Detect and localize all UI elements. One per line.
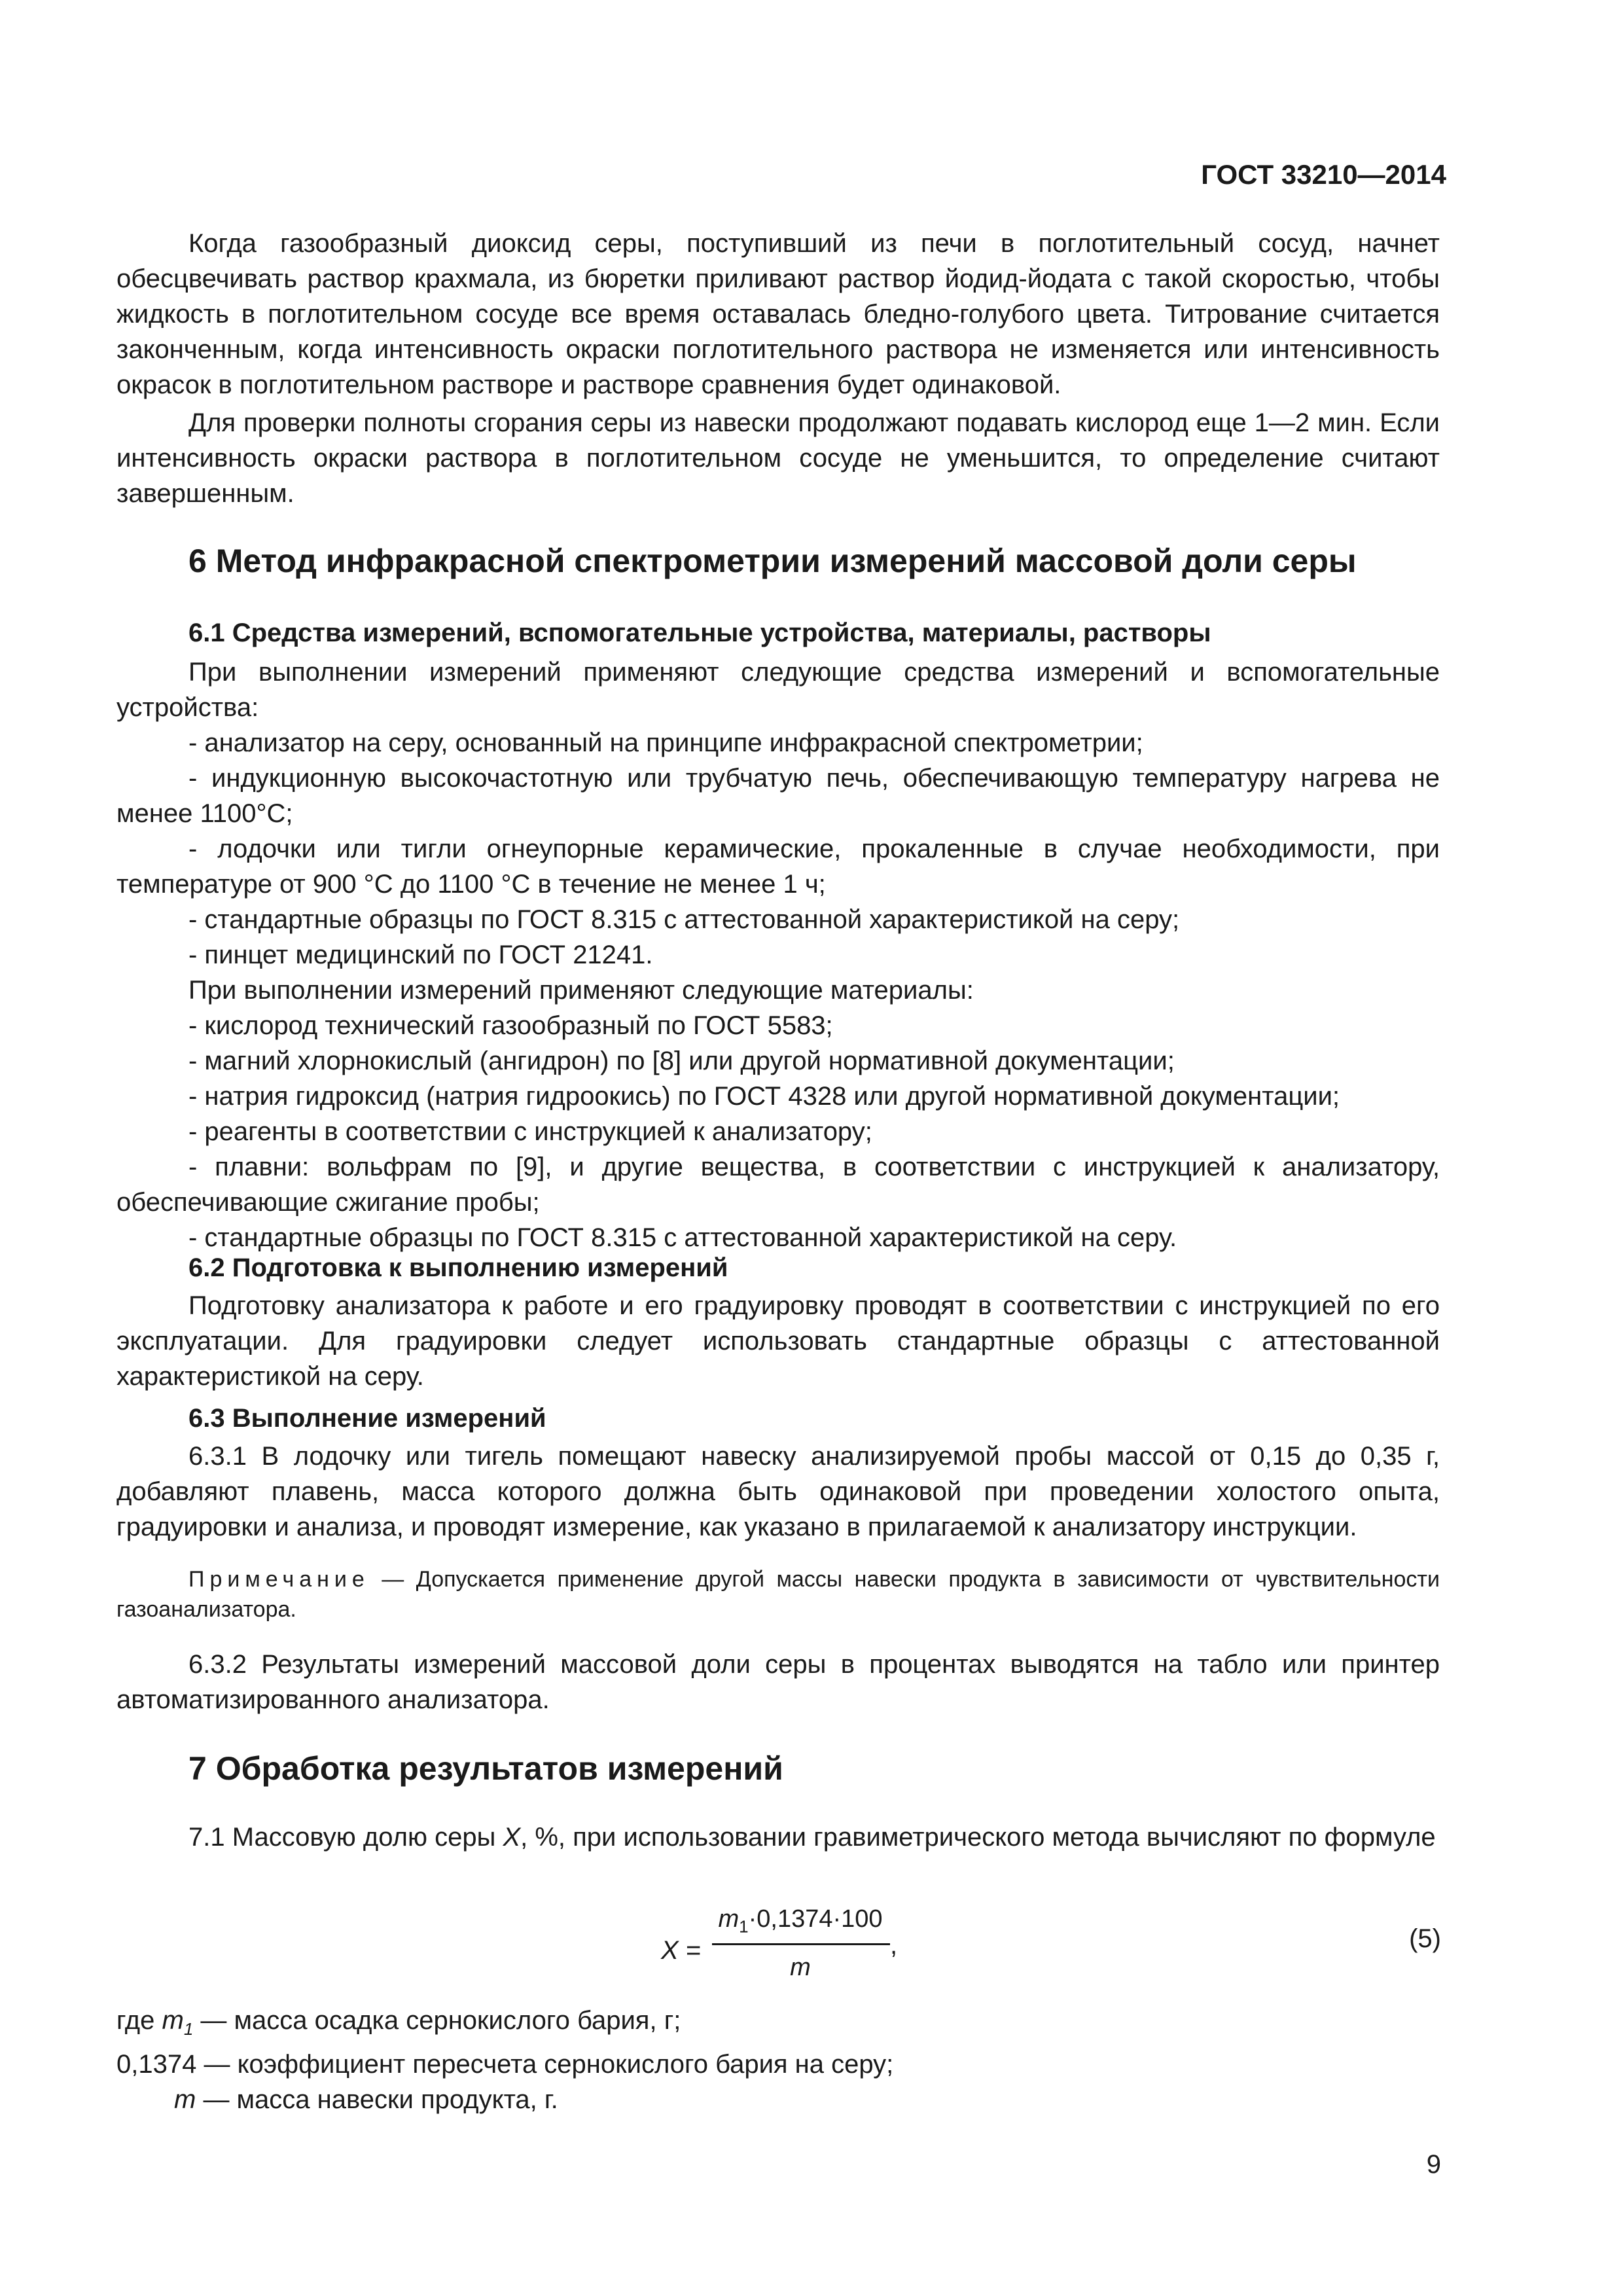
- s61-item-2: - индукционную высокочастотную или трубчатую печь, обеспечивающую температуру нагрева не менее 1100°С;: [116, 764, 1440, 828]
- intro-paragraph-2: Для проверки полноты сгорания серы из навески продолжают подавать кислород еще 1—2 мин. Если интенсивность окраски раствора в поглотительном сосуде не уменьшится, то определение считают завершенным.: [116, 408, 1440, 508]
- formula-number: (5): [1409, 1924, 1441, 1953]
- document-code: ГОСТ 33210—2014: [1201, 159, 1446, 190]
- s61-material-4: - реагенты в соответствии с инструкцией к анализатору;: [188, 1117, 872, 1146]
- section-7-title: 7 Обработка результатов измерений: [188, 1750, 783, 1787]
- section-6-1-title: 6.1 Средства измерений, вспомогательные устройства, материалы, растворы: [188, 619, 1211, 647]
- s61-item-3: - лодочки или тигли огнеупорные керамические, прокаленные в случае необходимости, при температуре от 900 °С до 1100 °С в течение не менее 1 ч;: [116, 834, 1440, 899]
- page-number: 9: [1426, 2150, 1441, 2179]
- section-6-2-title: 6.2 Подготовка к выполнению измерений: [188, 1253, 728, 1282]
- formula-5: [0, 1901, 1623, 1993]
- legend-item-m: m — масса навески продукта, г.: [174, 2085, 558, 2114]
- section-6-3-body: [116, 1439, 1440, 1717]
- section-6-title: 6 Метод инфракрасной спектрометрии измерений массовой доли серы: [188, 543, 1357, 579]
- formula-fraction-bar: [712, 1943, 890, 1945]
- section-6-1-body: [116, 655, 1440, 1255]
- s61-material-3: - натрия гидроксид (натрия гидроокись) по ГОСТ 4328 или другой нормативной документации;: [188, 1082, 1340, 1111]
- s63-note: [116, 1564, 1440, 1624]
- formula-comma: ,: [890, 1931, 898, 1960]
- s71-text: 7.1 Массовую долю серы X, %, при использовании гравиметрического метода вычисляют по формуле: [188, 1823, 1436, 1852]
- s61-material-2: - магний хлорнокислый (ангидрон) по [8] или другой нормативной документации;: [188, 1047, 1175, 1075]
- s61-material-5: - плавни: вольфрам по [9], и другие вещества, в соответствии с инструкцией к анализатору, обеспечивающие сжигание пробы;: [116, 1153, 1440, 1217]
- s61-intro: При выполнении измерений применяют следующие средства измерений и вспомогательные устройства:: [116, 658, 1440, 722]
- legend-item-m1: где $m_1$ — масса осадка сернокислого бария, г;: [116, 2006, 681, 2039]
- section-6-3-title: 6.3 Выполнение измерений: [188, 1404, 546, 1433]
- legend-item-coefficient: 0,1374 — коэффициент пересчета сернокислого бария на серу;: [116, 2050, 894, 2079]
- formula-lhs: X: [661, 1936, 679, 1965]
- s62-text: Подготовку анализатора к работе и его градуировку проводят в соответствии с инструкцией по его эксплуатации. Для градуировки следует использовать стандартные образцы с аттестованной характеристикой на серу.: [116, 1291, 1440, 1391]
- formula-numerator: $m_1\cdot 0,1374\cdot 100$: [718, 1905, 883, 1937]
- s61-material-1: - кислород технический газообразный по ГОСТ 5583;: [188, 1011, 833, 1040]
- formula-legend: [116, 2003, 1440, 2117]
- s61-item-5: - пинцет медицинский по ГОСТ 21241.: [188, 941, 653, 969]
- s61-material-6: - стандартные образцы по ГОСТ 8.315 с аттестованной характеристикой на серу.: [188, 1223, 1177, 1252]
- intro-text: [116, 226, 1440, 511]
- s61-item-1: - анализатор на серу, основанный на принципе инфракрасной спектрометрии;: [188, 728, 1143, 757]
- note-text: — Допускается применение другой массы навески продукта в зависимости от чувствительности газоанализатора.: [116, 1567, 1440, 1622]
- s631-text: 6.3.1 В лодочку или тигель помещают навеску анализируемой пробы массой от 0,15 до 0,35 г, добавляют плавень, масса которого должна быть одинаковой при проведении холостого опыта, градуировки и анализа, и проводят измерение, как указано в прилагаемой к анализатору инструкции.: [116, 1442, 1440, 1541]
- intro-paragraph-1: Когда газообразный диоксид серы, поступивший из печи в поглотительный сосуд, начнет обесцвечивать раствор крахмала, из бюретки приливают раствор йодид-йодата с такой скоростью, чтобы жидкость в поглотительном сосуде все время оставалась бледно-голубого цвета. Титрование считается законченным, когда интенсивность окраски поглотительного раствора не изменяется или интенсивность окрасок в поглотительном растворе и растворе сравнения будет одинаковой.: [116, 229, 1440, 399]
- s632-text: 6.3.2 Результаты измерений массовой доли серы в процентах выводятся на табло или принтер автоматизированного анализатора.: [116, 1650, 1440, 1714]
- formula-denominator: m: [790, 1954, 811, 1981]
- s61-intro-2: При выполнении измерений применяют следующие материалы:: [188, 976, 974, 1005]
- s61-item-4: - стандартные образцы по ГОСТ 8.315 с аттестованной характеристикой на серу;: [188, 905, 1180, 934]
- section-7-1-body: [116, 1820, 1440, 1855]
- section-6-2-body: [116, 1288, 1440, 1394]
- formula-equals: =: [686, 1936, 702, 1965]
- note-label: Примечание: [188, 1567, 370, 1592]
